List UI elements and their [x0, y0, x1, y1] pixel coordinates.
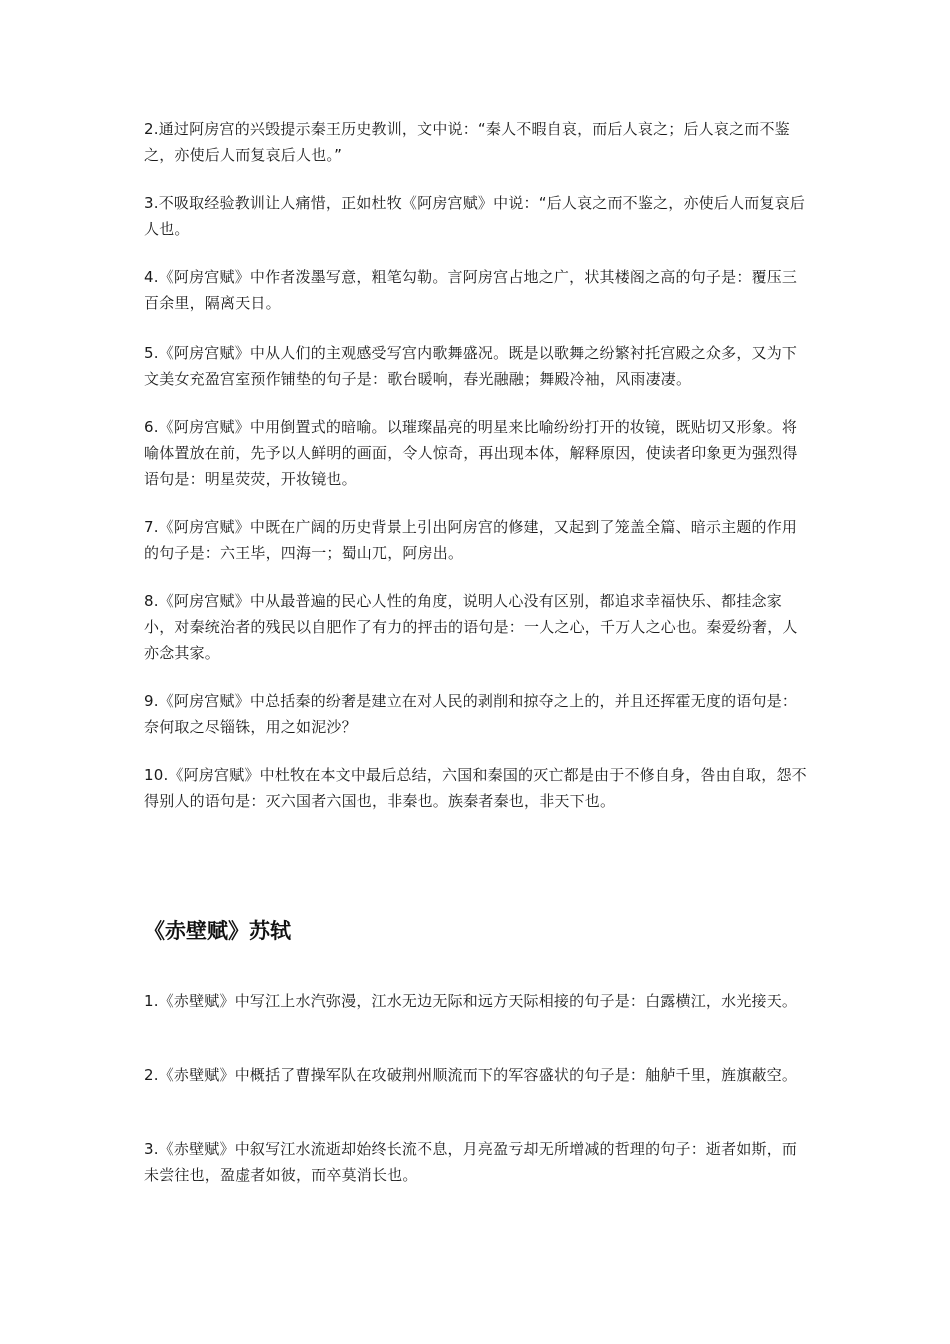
- paragraph-item-6: 6.《阿房宫赋》中用倒置式的暗喻。以璀璨晶亮的明星来比喻纷纷打开的妆镜，既贴切又形象。将喻体置放在前，先予以人鲜明的画面，令人惊奇，再出现本体，解释原因，使读者印象更为强烈得语句是：明星荧荧，开妆镜也。: [144, 418, 798, 488]
- paragraph-item-4: 4.《阿房宫赋》中作者泼墨写意，粗笔勾勒。言阿房宫占地之广，状其楼阁之高的句子是：覆压三百余里，隔离天日。: [144, 268, 798, 312]
- paragraph-item-9: 9.《阿房宫赋》中总括秦的纷奢是建立在对人民的剥削和掠夺之上的，并且还挥霍无度的语句是：奈何取之尽锱铢，用之如泥沙？: [144, 692, 798, 736]
- paragraph-item-8: 8.《阿房宫赋》中从最普遍的民心人性的角度，说明人心没有区别，都追求幸福快乐、都挂念家小，对秦统治者的残民以自肥作了有力的抨击的语句是：一人之心，千万人之心也。秦爱纷奢，人亦念其家。: [144, 592, 798, 662]
- paragraph-item-1: 1.《赤壁赋》中写江上水汽弥漫，江水无边无际和远方天际相接的句子是：白露横江，水光接天。: [144, 992, 798, 1010]
- paragraph-item-3: 3.《赤壁赋》中叙写江水流逝却始终长流不息，月亮盈亏却无所增减的哲理的句子：逝者如斯，而未尝往也，盈虚者如彼，而卒莫消长也。: [144, 1140, 798, 1184]
- paragraph-item-7: 7.《阿房宫赋》中既在广阔的历史背景上引出阿房宫的修建，又起到了笼盖全篇、暗示主题的作用的句子是：六王毕，四海一；蜀山兀，阿房出。: [144, 518, 798, 562]
- paragraph-item-10: 10.《阿房宫赋》中杜牧在本文中最后总结，六国和秦国的灭亡都是由于不修自身，咎由自取，怨不得别人的语句是：灭六国者六国也，非秦也。族秦者秦也，非天下也。: [144, 766, 807, 810]
- paragraph-item-5: 5.《阿房宫赋》中从人们的主观感受写宫内歌舞盛况。既是以歌舞之纷繁衬托宫殿之众多，又为下文美女充盈宫室预作铺垫的句子是：歌台暖响，春光融融；舞殿冷袖，风雨凄凄。: [144, 344, 798, 388]
- paragraph-item-2: 2.《赤壁赋》中概括了曹操军队在攻破荆州顺流而下的军容盛状的句子是：舳舻千里，旌旗蔽空。: [144, 1066, 798, 1084]
- paragraph-item-3: 3.不吸取经验教训让人痛惜，正如杜牧《阿房宫赋》中说：“后人哀之而不鉴之，亦使后人而复哀后人也。: [144, 194, 806, 238]
- section-heading: 《赤壁赋》苏轼: [144, 918, 291, 943]
- paragraph-item-2: 2.通过阿房宫的兴毁提示秦王历史教训，文中说：“秦人不暇自哀，而后人哀之；后人哀之而不鉴之，亦使后人而复哀后人也。”: [144, 120, 790, 164]
